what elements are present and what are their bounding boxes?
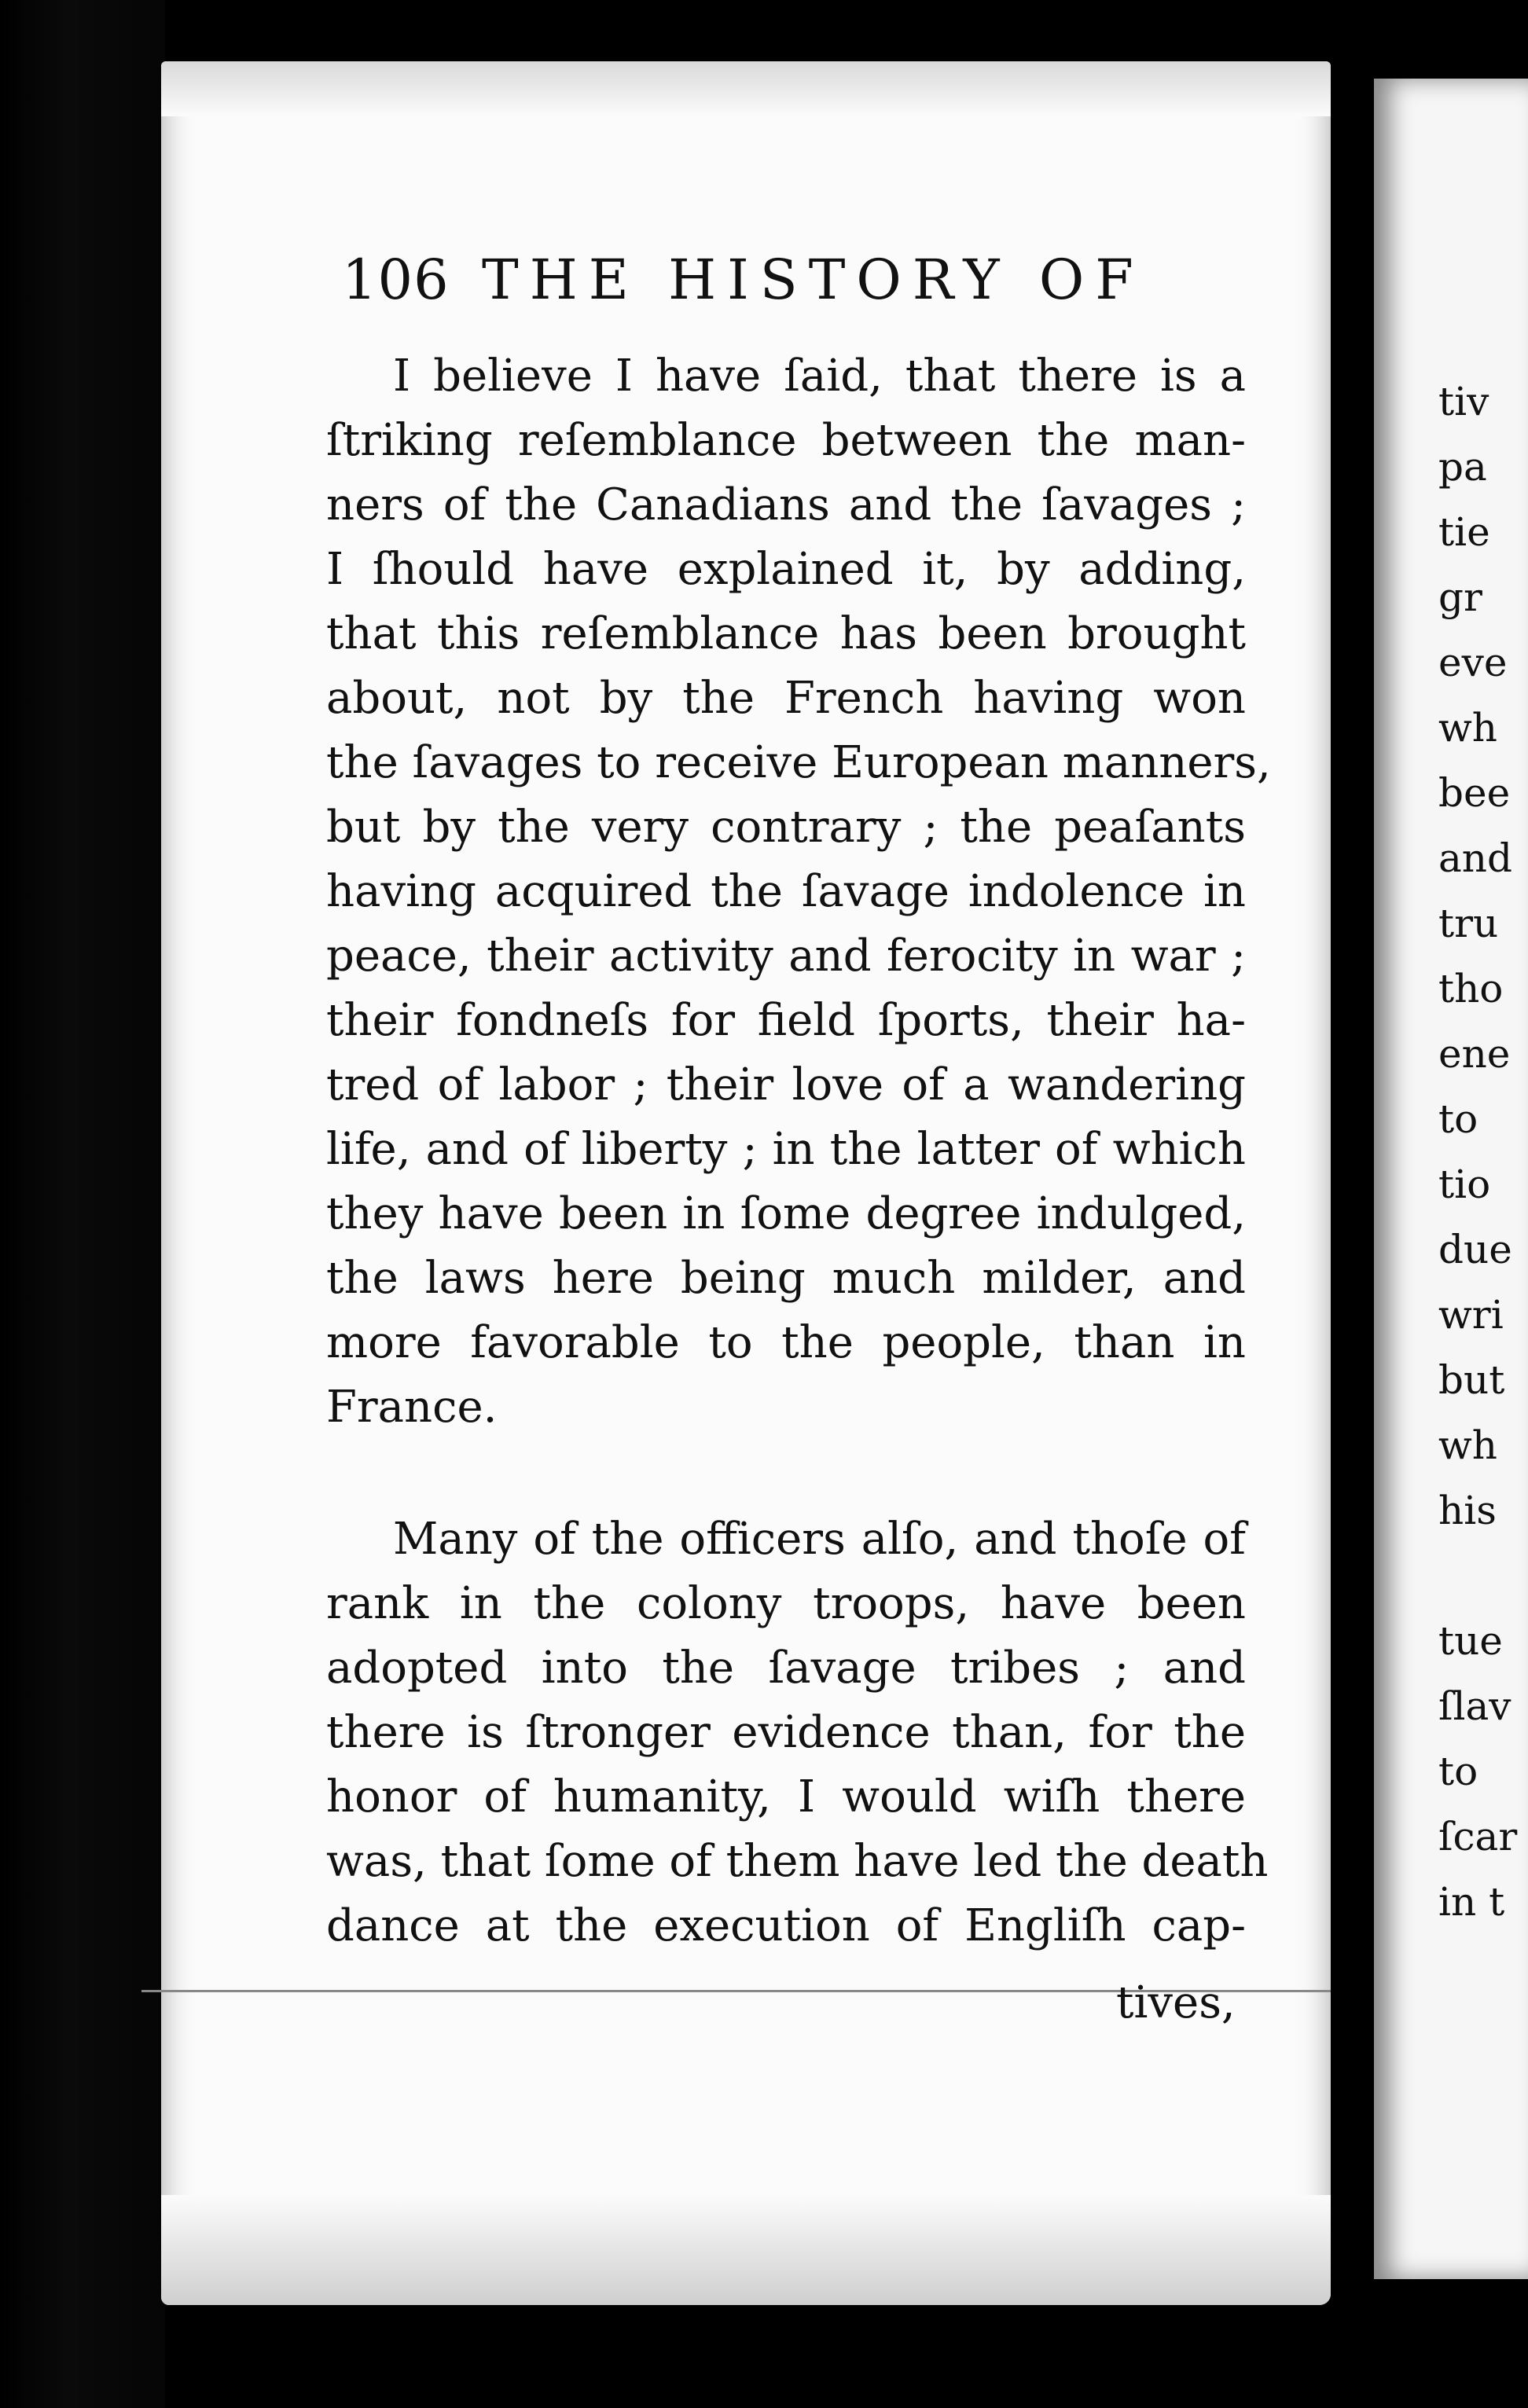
text-line: about, not by the French having won bbox=[326, 673, 1246, 724]
text-line: ners of the Canadians and the ſavages ; bbox=[326, 479, 1246, 530]
text-line: honor of humanity, I would wiſh there bbox=[326, 1771, 1246, 1823]
text-line: Many of the officers alſo, and thoſe of bbox=[393, 1514, 1246, 1565]
facing-page-fragment: ſcar bbox=[1438, 1814, 1518, 1859]
text-line: adopted into the ſavage tribes ; and bbox=[326, 1643, 1246, 1694]
book-gutter bbox=[1331, 55, 1374, 2334]
facing-page-fragment: wri bbox=[1438, 1292, 1504, 1338]
scan-left-edge bbox=[0, 0, 165, 2408]
facing-page-fragment: in t bbox=[1438, 1879, 1505, 1925]
text-line: the laws here being much milder, and bbox=[326, 1253, 1246, 1304]
facing-page-fragment: and bbox=[1438, 835, 1513, 881]
facing-page-fragment bbox=[1438, 1544, 1528, 1609]
text-line: they have been in ſome degree indulged, bbox=[326, 1188, 1246, 1239]
facing-page-fragment: wh bbox=[1438, 705, 1497, 751]
text-line: rank in the colony troops, have been bbox=[326, 1578, 1246, 1629]
facing-page-fragment: but bbox=[1438, 1357, 1505, 1403]
facing-page-text-fragments bbox=[1438, 369, 1528, 1935]
facing-page-fragment: tru bbox=[1438, 901, 1499, 946]
facing-page-fragment: tho bbox=[1438, 966, 1504, 1011]
facing-page-fragment: ene bbox=[1438, 1031, 1511, 1077]
text-line: but by the very contrary ; the peaſants bbox=[326, 802, 1246, 853]
facing-page-fragment: ſlav bbox=[1438, 1683, 1511, 1729]
page-header bbox=[342, 248, 1285, 318]
facing-page-fragment: pa bbox=[1438, 444, 1487, 490]
text-line: their fondneſs for field ſports, their ha- bbox=[326, 995, 1246, 1046]
paragraph-1 bbox=[326, 344, 1271, 1440]
running-title: THE HISTORY OF bbox=[482, 248, 1144, 312]
text-line: I believe I have ſaid, that there is a bbox=[393, 351, 1246, 402]
facing-page-fragment: eve bbox=[1438, 640, 1508, 685]
facing-page-fragment: wh bbox=[1438, 1422, 1497, 1468]
text-line: tred of labor ; their love of a wandering bbox=[326, 1059, 1246, 1110]
catchword: tives, bbox=[1116, 1977, 1236, 2028]
facing-page-fragment: his bbox=[1438, 1488, 1497, 1533]
text-line: ſtriking reſemblance between the man- bbox=[326, 415, 1246, 466]
text-line: the ſavages to receive European manners, bbox=[326, 737, 1271, 788]
text-line: more favorable to the people, than in bbox=[326, 1317, 1246, 1368]
facing-page-fragment: gr bbox=[1438, 574, 1482, 620]
paragraph-2 bbox=[326, 1507, 1269, 1958]
text-line: peace, their activity and ferocity in war ; bbox=[326, 931, 1246, 982]
text-line: having acquired the ſavage indolence in bbox=[326, 866, 1246, 917]
facing-page-fragment: tio bbox=[1438, 1162, 1491, 1207]
facing-page-fragment: to bbox=[1438, 1096, 1478, 1142]
text-line: dance at the execution of Engliſh cap- bbox=[326, 1900, 1246, 1951]
facing-page-fragment: tie bbox=[1438, 509, 1490, 555]
facing-page-fragment: due bbox=[1438, 1227, 1512, 1272]
facing-page-fragment: tue bbox=[1438, 1618, 1503, 1664]
text-line: I ſhould have explained it, by adding, bbox=[326, 544, 1246, 595]
text-line: life, and of liberty ; in the latter of which bbox=[326, 1124, 1246, 1175]
facing-page-fragment: tiv bbox=[1438, 379, 1489, 424]
facing-page-fragment: to bbox=[1438, 1749, 1478, 1794]
facing-page-fragment: bee bbox=[1438, 770, 1511, 816]
page-number: 106 bbox=[342, 248, 450, 312]
text-line: was, that ſome of them have led the death bbox=[326, 1836, 1269, 1887]
text-line: that this reſemblance has been brought bbox=[326, 608, 1246, 659]
text-line: there is ſtronger evidence than, for the bbox=[326, 1707, 1246, 1758]
text-line: France. bbox=[326, 1382, 498, 1433]
